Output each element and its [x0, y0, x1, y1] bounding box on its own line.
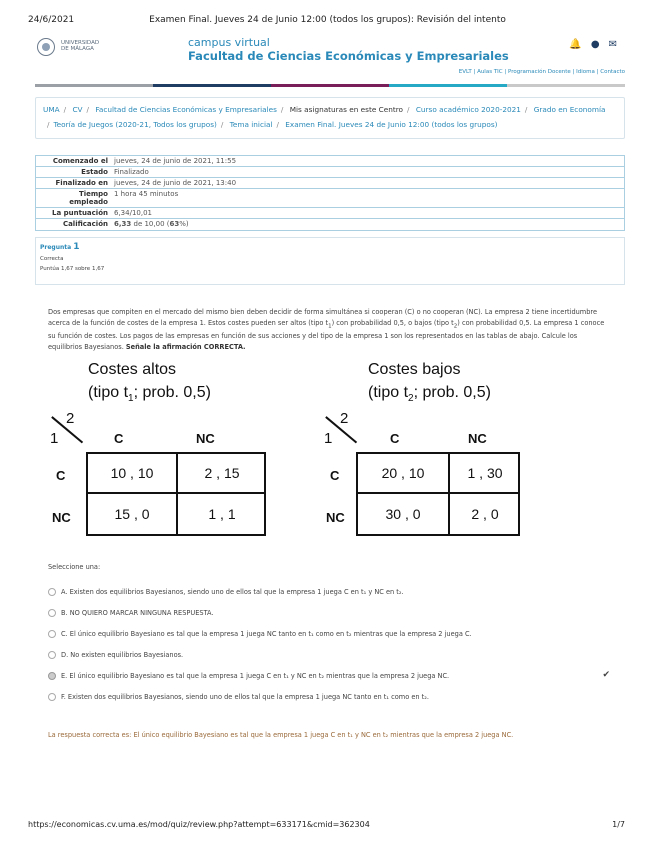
checkmark-icon: ✔: [602, 670, 610, 680]
summary-row: [36, 178, 624, 189]
right-row-header: NC: [326, 510, 345, 525]
right-payoff-matrix: [356, 452, 520, 536]
correct-answer-feedback: La respuesta correcta es: El único equilibrio Bayesiano es tal que la empresa 1 juega C en t₁ y NC en t₂ mientras que la empresa 2 juega NC.: [48, 731, 514, 739]
summary-value: 6,34/10,01: [114, 209, 152, 217]
color-bar-segment: [153, 84, 271, 87]
left-title-part: ; prob. 0,5): [133, 384, 211, 401]
color-bar-segment: [271, 84, 389, 87]
user-tools: [569, 39, 617, 50]
grade-end: %): [179, 220, 189, 228]
university-logo[interactable]: [35, 36, 100, 62]
option-f[interactable]: [48, 686, 618, 707]
link-aulas-tic[interactable]: Aulas TIC: [477, 69, 503, 75]
payoff-cell: 30 , 0: [358, 494, 450, 534]
summary-row: [36, 189, 624, 208]
answer-options: [48, 563, 618, 707]
radio-button[interactable]: [48, 651, 56, 659]
summary-label: Tiempo empleado: [69, 190, 108, 206]
right-game-title: [368, 358, 491, 410]
summary-label: Calificación: [62, 220, 108, 228]
summary-row: [36, 156, 624, 167]
question-text: [48, 307, 608, 352]
left-title-line1: Costes altos: [88, 361, 177, 378]
breadcrumb: UMA / CV / Facultad de Ciencias Económicas y Empresariales / Mis asignaturas en este Centro / Curso académico 2020-2021 / Grado en Economía / Teoría de Juegos (2020-21, Todos los grupos) / Tema inicial / Examen Final. Jueves 24 de Junio 12:00 (todos los grupos): [35, 97, 625, 139]
radio-button-selected[interactable]: [48, 672, 56, 680]
right-title-part: (tipo t: [368, 384, 409, 401]
radio-button[interactable]: [48, 693, 56, 701]
left-player2-label: 2: [66, 410, 75, 427]
crumb-exam[interactable]: Examen Final. Jueves 24 de Junio 12:00 (todos los grupos): [285, 120, 498, 129]
option-label: F. Existen dos equilibrios Bayesianos, siendo uno de ellos tal que la empresa 1 juega NC tanto en t₁ como en t₂.: [61, 692, 429, 701]
option-label: A. Existen dos equilibrios Bayesianos, siendo uno de ellos tal que la empresa 1 juega C en t₁ y NC en t₂.: [61, 587, 404, 596]
right-col-header: C: [390, 431, 400, 446]
crumb-cv[interactable]: CV: [72, 105, 83, 114]
link-idioma[interactable]: Idioma: [576, 69, 595, 75]
crumb-faculty[interactable]: Facultad de Ciencias Económicas y Empresariales: [95, 105, 277, 114]
left-row-header: C: [56, 468, 66, 483]
color-bar-segment: [389, 84, 507, 87]
question-state: Correcta: [40, 256, 64, 262]
summary-row: [36, 208, 624, 219]
color-bar-segment: [35, 84, 153, 87]
payoff-cell: 1 , 30: [450, 454, 520, 494]
bell-icon[interactable]: 🔔: [569, 39, 582, 50]
right-row-header: C: [330, 468, 340, 483]
left-title-sub: 1: [128, 393, 134, 405]
question-text-part: ) con probabilidad 0,5, o bajos (tipo t: [331, 318, 454, 327]
payoff-cell: 20 , 10: [358, 454, 450, 494]
payoff-cell: 15 , 0: [88, 494, 178, 534]
question-label: Pregunta: [40, 244, 72, 251]
crumb-year[interactable]: Curso académico 2020-2021: [415, 105, 521, 114]
option-label: C. El único equilibrio Bayesiano es tal que la empresa 1 juega NC tanto en t₁ como en t₂ mientras que la empresa 2 juega C.: [61, 629, 472, 638]
summary-label: Estado: [81, 168, 108, 176]
crumb-course[interactable]: Teoría de Juegos (2020-21, Todos los grupos): [53, 120, 217, 129]
radio-button[interactable]: [48, 609, 56, 617]
question-score: Puntúa 1,67 sobre 1,67: [40, 266, 105, 272]
right-title-line2: [368, 381, 491, 410]
question-text-part: Dos empresas que compiten en el mercado del mismo bien deben decidir de forma simultánea si cooperan (C) o no cooperan (NC). La empresa 2 tiene incertidumbre acerca de la función de costes de la empresa 1. Estos costes pueden ser altos (tipo t: [48, 308, 598, 327]
print-page-number: 1/7: [612, 820, 625, 829]
question-text-part: ) con probabilidad 0,5. La empresa 1 conoce su función de costes. Los pagos de las empresas en función de sus acciones y del tipo de la empresa 1 son los representados en las tablas de abajo. Calcule los equilibrios Bayesianos.: [48, 318, 605, 351]
select-hint: Seleccione una:: [48, 563, 101, 571]
summary-label: Comenzado el: [52, 157, 108, 165]
grade-value: [111, 219, 624, 229]
crumb-uma[interactable]: UMA: [43, 105, 60, 114]
radio-button[interactable]: [48, 630, 56, 638]
campus-title[interactable]: [188, 36, 509, 63]
right-title-line1: Costes bajos: [368, 361, 461, 378]
right-player1-label: 1: [324, 430, 333, 447]
summary-value: jueves, 24 de junio de 2021, 13:40: [114, 179, 237, 187]
university-seal-icon: [37, 38, 55, 56]
summary-row: [36, 219, 624, 230]
left-title-line2: [88, 381, 211, 410]
payoff-cell: 1 , 1: [208, 506, 236, 522]
grade-max: de 10,00 (: [131, 220, 170, 228]
attempt-summary-table: [35, 155, 625, 231]
right-title-part: ; prob. 0,5): [413, 384, 491, 401]
left-payoff-matrix: [86, 452, 266, 536]
option-d[interactable]: [48, 644, 618, 665]
option-label: E. El único equilibrio Bayesiano es tal que la empresa 1 juega C en t₁ y NC en t₂ mientras que la empresa 2 juega NC.: [61, 671, 450, 680]
print-date: 24/6/2021: [28, 15, 75, 25]
right-player2-label: 2: [340, 410, 349, 427]
logo-text: UNIVERSIDAD DE MÁLAGA: [61, 40, 100, 52]
link-programacion[interactable]: Programación Docente: [508, 69, 571, 75]
option-c[interactable]: [48, 623, 618, 644]
option-label: D. No existen equilibrios Bayesianos.: [61, 650, 184, 659]
radio-button[interactable]: [48, 588, 56, 596]
faculty-label: Facultad de Ciencias Económicas y Empresariales: [188, 49, 509, 63]
right-col-header: NC: [468, 431, 487, 446]
question-instruction: Señale la afirmación CORRECTA.: [125, 342, 246, 351]
left-game-title: [88, 358, 211, 410]
top-links: EVLT | Aulas TIC | Programación Docente | Idioma | Contacto: [458, 69, 625, 75]
left-row-header: NC: [52, 510, 71, 525]
left-col-header: C: [114, 431, 124, 446]
chat-icon[interactable]: ●: [590, 39, 600, 50]
question-sub: 2: [453, 322, 458, 329]
left-player1-label: 1: [50, 430, 59, 447]
left-title-part: (tipo t: [88, 384, 129, 401]
payoff-figure: [38, 358, 598, 548]
payoff-cell: 2 , 15: [178, 454, 266, 494]
crumb-degree[interactable]: Grado en Economía: [533, 105, 606, 114]
color-bar-segment: [507, 84, 625, 87]
mail-icon[interactable]: ✉: [608, 39, 617, 50]
summary-value: Finalizado: [114, 168, 149, 176]
crumb-my-courses[interactable]: Mis asignaturas en este Centro: [289, 105, 404, 114]
left-col-header: NC: [196, 431, 215, 446]
payoff-cell: 2 , 0: [471, 506, 499, 522]
grade-percent: 63: [169, 220, 180, 228]
link-evlt[interactable]: EVLT: [458, 69, 472, 75]
crumb-topic[interactable]: Tema inicial: [229, 120, 273, 129]
summary-value: jueves, 24 de junio de 2021, 11:55: [114, 157, 237, 165]
site-header: [35, 36, 625, 70]
option-a[interactable]: [48, 581, 618, 602]
summary-row: [36, 167, 624, 178]
print-title: Examen Final. Jueves 24 de Junio 12:00 (todos los grupos): Revisión del intento: [149, 15, 506, 25]
print-url: https://economicas.cv.uma.es/mod/quiz/review.php?attempt=633171&cmid=362304: [28, 820, 370, 829]
summary-label: Finalizado en: [55, 179, 108, 187]
color-bar: [35, 84, 625, 87]
payoff-cell: 10 , 10: [88, 454, 178, 494]
question-sub: 1: [328, 322, 332, 329]
campus-label: campus virtual: [188, 36, 270, 49]
right-title-sub: 2: [408, 393, 414, 405]
option-e[interactable]: [48, 665, 618, 686]
question-info: [35, 237, 625, 285]
summary-value: 1 hora 45 minutos: [114, 190, 179, 198]
summary-label: La puntuación: [52, 209, 108, 217]
option-b[interactable]: [48, 602, 618, 623]
question-number: [40, 242, 620, 252]
question-number-value: 1: [73, 242, 80, 252]
option-label: B. NO QUIERO MARCAR NINGUNA RESPUESTA.: [61, 608, 214, 617]
link-contacto[interactable]: Contacto: [600, 69, 625, 75]
grade-number: 6,33: [114, 220, 132, 228]
